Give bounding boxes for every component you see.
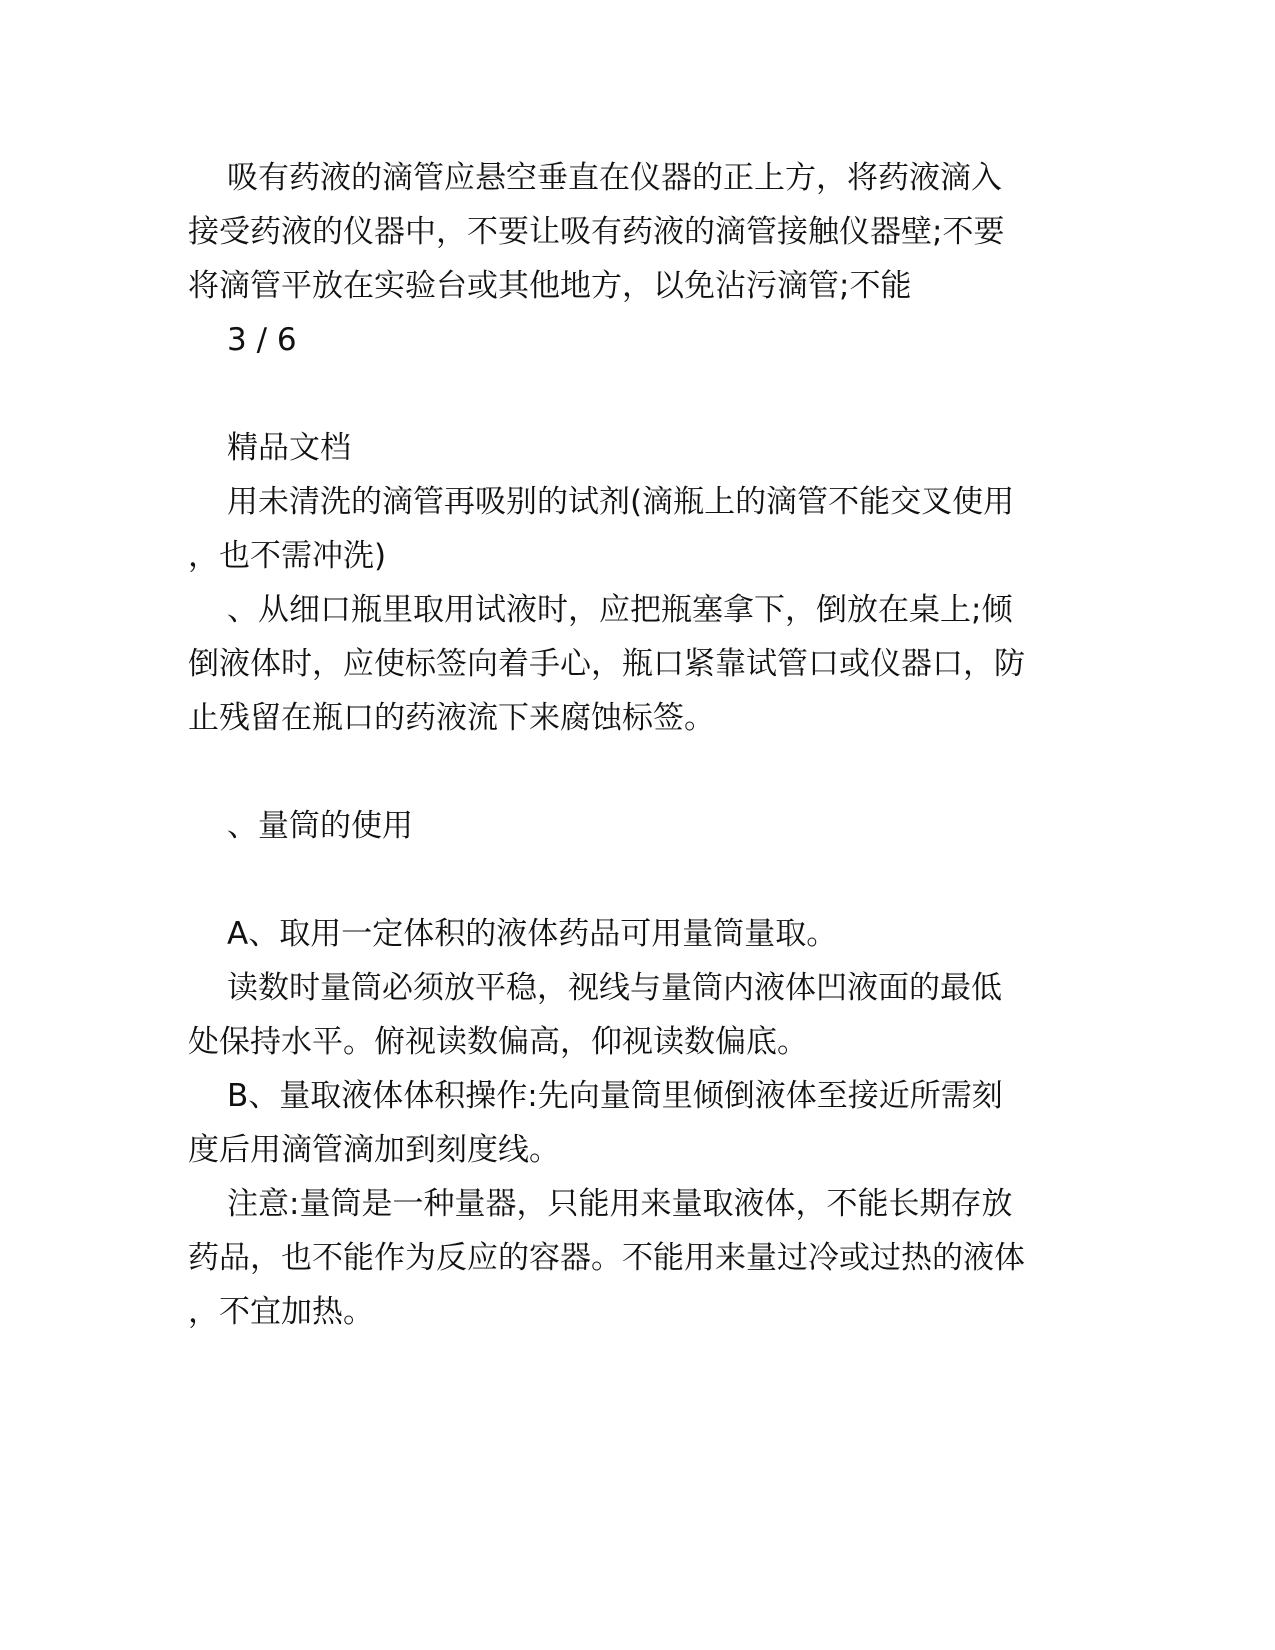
header-label: 精品文档 [227, 430, 351, 466]
paragraph-2-line-1: 用未清洗的滴管再吸别的试剂(滴瓶上的滴管不能交叉使用 [227, 484, 1015, 520]
item-b-line-2: 度后用滴管滴加到刻度线。 [188, 1132, 560, 1168]
note-line-2: 药品，也不能作为反应的容器。不能用来量过冷或过热的液体 [188, 1240, 1025, 1276]
section-heading: 、量筒的使用 [227, 808, 413, 844]
page-number: 3 / 6 [227, 322, 297, 358]
paragraph-1-line-1: 吸有药液的滴管应悬空垂直在仪器的正上方，将药液滴入 [227, 160, 1002, 196]
paragraph-3-line-3: 止残留在瓶口的药液流下来腐蚀标签。 [188, 700, 715, 736]
paragraph-3-line-1: 、从细口瓶里取用试液时，应把瓶塞拿下，倒放在桌上;倾 [227, 592, 1013, 628]
paragraph-2-line-2: ，也不需冲洗) [188, 538, 387, 574]
item-a: A、取用一定体积的液体药品可用量筒量取。 [227, 916, 838, 952]
note-line-3: ，不宜加热。 [188, 1294, 374, 1330]
paragraph-4-line-1: 读数时量筒必须放平稳，视线与量筒内液体凹液面的最低 [227, 970, 1002, 1006]
paragraph-1-line-3: 将滴管平放在实验台或其他地方，以免沾污滴管;不能 [188, 268, 912, 304]
paragraph-1-line-2: 接受药液的仪器中，不要让吸有药液的滴管接触仪器壁;不要 [188, 214, 1005, 250]
note-line-1: 注意:量筒是一种量器，只能用来量取液体，不能长期存放 [227, 1186, 1013, 1222]
item-b-line-1: B、量取液体体积操作:先向量筒里倾倒液体至接近所需刻 [227, 1078, 1003, 1114]
paragraph-3-line-2: 倒液体时，应使标签向着手心，瓶口紧靠试管口或仪器口，防 [188, 646, 1025, 682]
paragraph-4-line-2: 处保持水平。俯视读数偏高，仰视读数偏底。 [188, 1024, 808, 1060]
